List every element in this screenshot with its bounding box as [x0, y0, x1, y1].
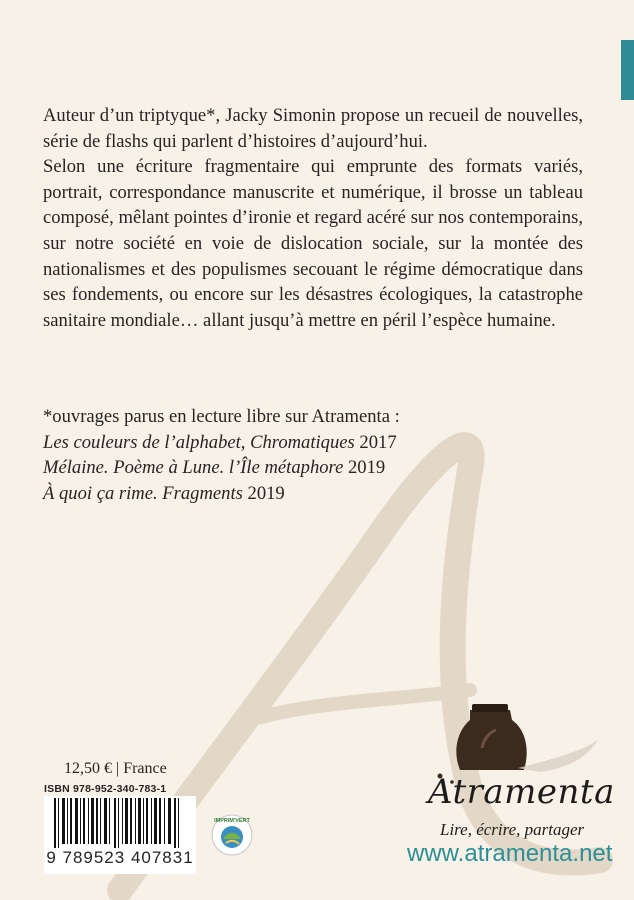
work-item [43, 481, 583, 507]
edge-tab [621, 40, 634, 100]
work-title: Mélaine. Poème à Lune. l’Île métaphore [43, 457, 344, 479]
publisher-website[interactable]: www.atramenta.net [407, 840, 613, 867]
work-title: Les couleurs de l’alphabet, Chromatiques [43, 431, 355, 453]
work-year: 2019 [247, 482, 285, 504]
blurb-paragraph-1: Auteur d’un triptyque*, Jacky Simonin propose un recueil de nouvelles, série de flashs qui parlent d’histoires d’aujourd’hui. [43, 105, 583, 152]
barcode-bars [44, 796, 196, 848]
published-works [43, 404, 583, 506]
works-intro: *ouvrages parus en lecture libre sur Atramenta : [43, 406, 400, 427]
price-label: 12,50 € | France [64, 760, 167, 777]
isbn-label: ISBN 978-952-340-783-1 [44, 783, 167, 795]
blurb-paragraph-2: Selon une écriture fragmentaire qui emprunte des formats variés, portrait, correspondance manuscrite et numérique, il brosse un tableau composé, mêlant pointes d’ironie et regard acéré sur nos contemporains, sur notre société en voie de dislocation sociale, sur la montée des nationalismes et des populismes secouant le régime démocratique dans ses fondements, ou encore sur les désastres écologiques, la catastrophe sanitaire mondiale… allant jusqu’à mettre en péril l’espèce humaine. [43, 156, 583, 331]
publisher-tagline: Lire, écrire, partager [440, 820, 585, 839]
work-item [43, 455, 583, 481]
barcode-number: 9 789523 407831 [44, 848, 196, 868]
work-year: 2017 [359, 431, 397, 453]
work-item [43, 430, 583, 456]
work-year: 2019 [348, 457, 386, 479]
publisher-name: Atramenta [428, 772, 615, 812]
imprim-vert-label: IMPRIM'VERT [214, 818, 250, 824]
back-cover-blurb [43, 103, 583, 333]
work-title: À quoi ça rime. Fragments [43, 482, 243, 504]
imprim-vert-logo [210, 813, 254, 857]
